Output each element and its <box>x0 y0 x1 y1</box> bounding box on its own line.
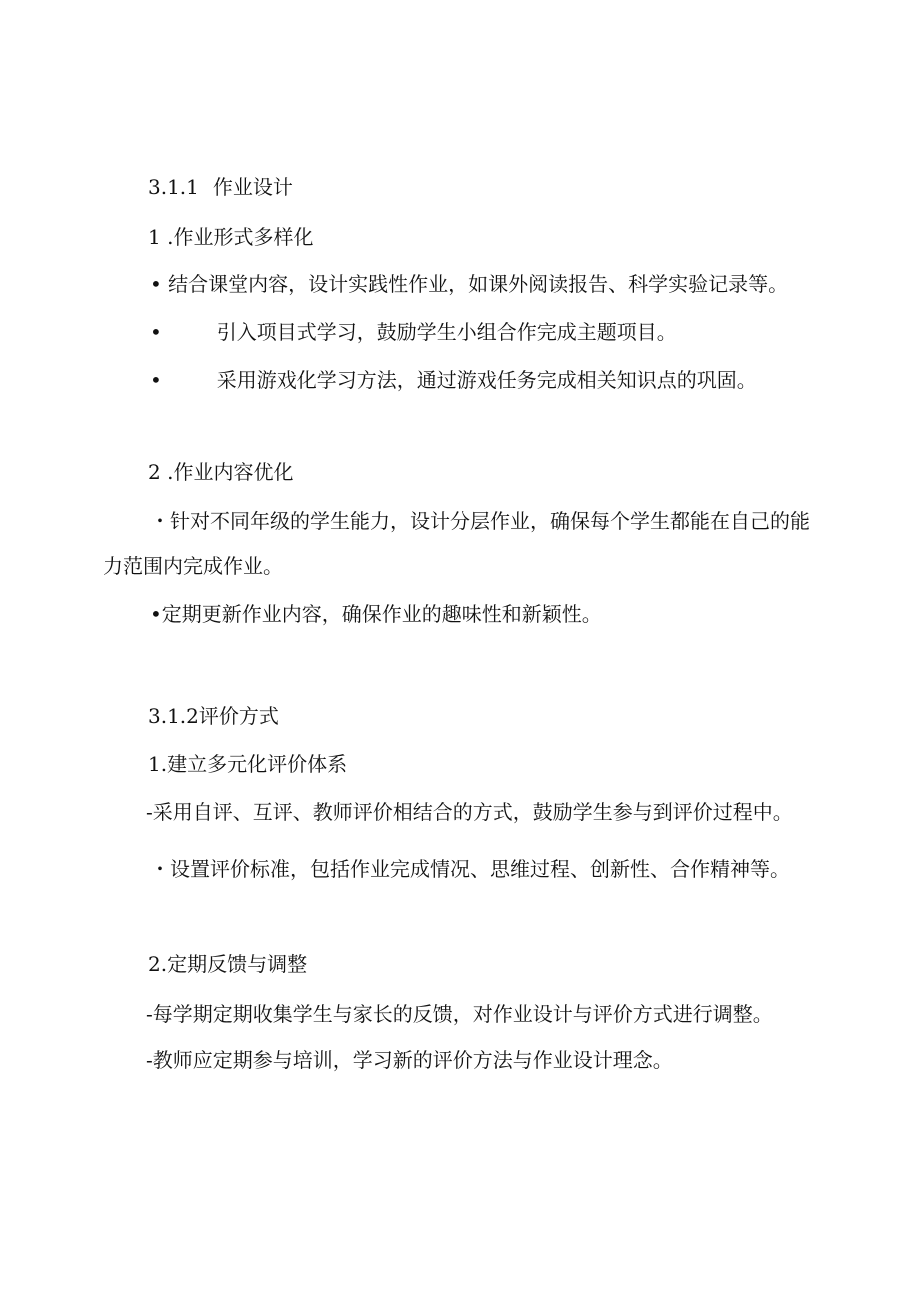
bullet: • <box>150 320 162 344</box>
paragraph-line: 力范围内完成作业。 <box>103 554 283 578</box>
bullet: • <box>150 368 162 392</box>
list-item <box>150 366 757 394</box>
subsection-title-2: 2.定期反馈与调整 <box>148 952 308 976</box>
list-item-text: 采用游戏化学习方法，通过游戏任务完成相关知识点的巩固。 <box>216 368 757 392</box>
section-title: 作业设计 <box>212 175 293 199</box>
list-item-text: 引入项目式学习，鼓励学生小组合作完成主题项目。 <box>216 320 677 344</box>
list-item <box>150 318 677 346</box>
list-item: -采用自评、互评、教师评价相结合的方式，鼓励学生参与到评价过程中。 <box>146 800 793 824</box>
list-item: •定期更新作业内容，确保作业的趣味性和新颖性。 <box>150 602 602 626</box>
subsection-title-2: 2 .作业内容优化 <box>148 460 294 484</box>
section-number: 3.1.1 <box>148 175 199 199</box>
subsection-title-1: 1 .作业形式多样化 <box>148 225 314 249</box>
section-heading-3-1-2: 3.1.2评价方式 <box>148 704 279 728</box>
list-item: ・设置评价标准，包括作业完成情况、思维过程、创新性、合作精神等。 <box>150 857 790 881</box>
section-heading-3-1-1 <box>148 173 293 201</box>
list-item: -教师应定期参与培训，学习新的评价方法与作业设计理念。 <box>146 1048 673 1072</box>
list-item: -每学期定期收集学生与家长的反馈，对作业设计与评价方式进行调整。 <box>146 1002 773 1026</box>
paragraph-line: ・针对不同年级的学生能力，设计分层作业，确保每个学生都能在自己的能 <box>150 509 810 533</box>
subsection-title-1: 1.建立多元化评价体系 <box>148 752 348 776</box>
list-item: • 结合课堂内容，设计实践性作业，如课外阅读报告、科学实验记录等。 <box>150 272 789 296</box>
